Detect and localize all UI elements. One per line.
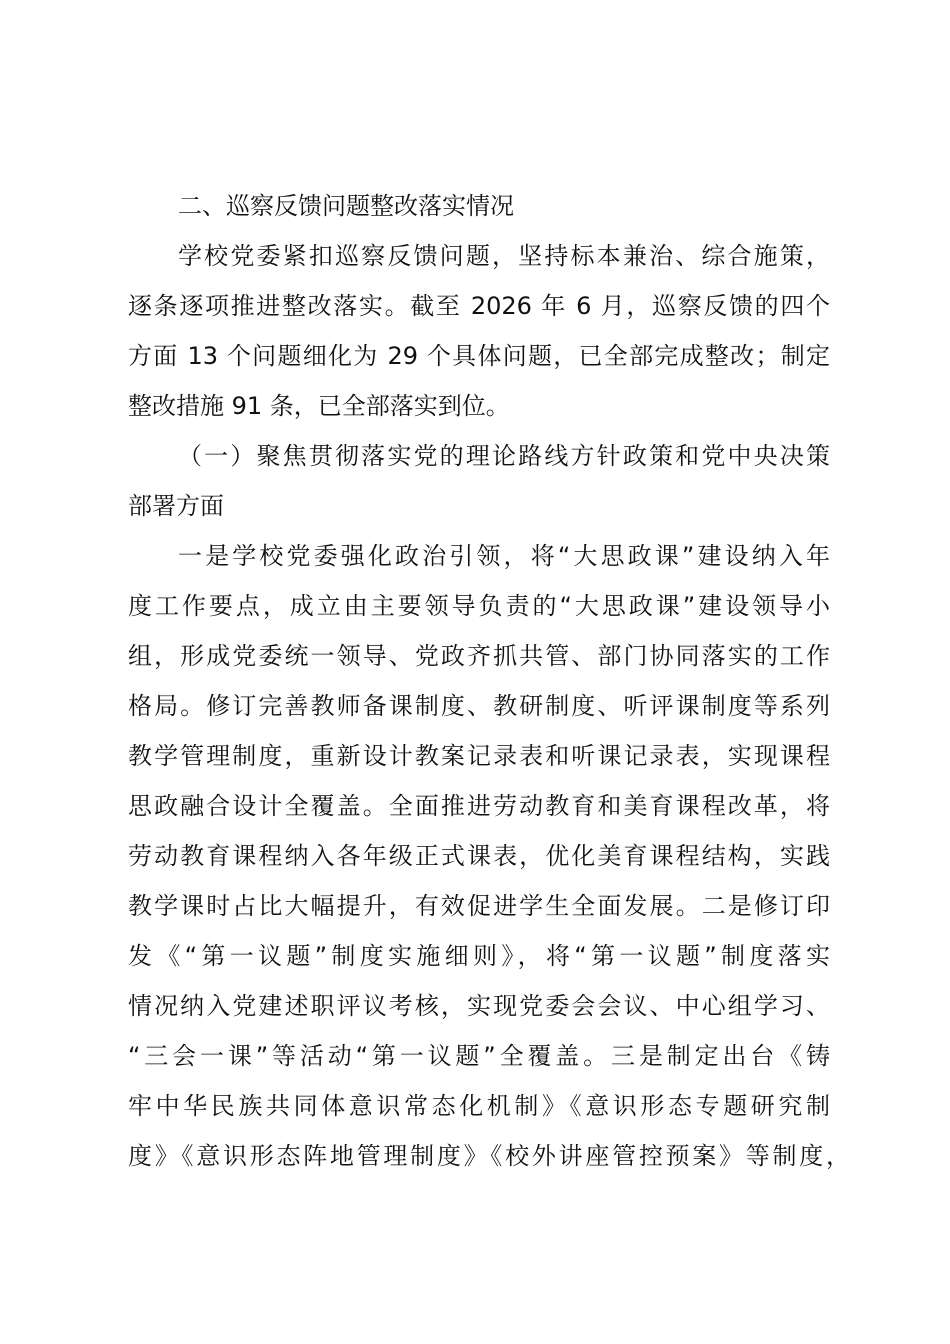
paragraph-line: 牢中华民族共同体意识常态化机制》《意识形态专题研究制 — [128, 1092, 830, 1120]
paragraph-line: 逐条逐项推进整改落实。截至 2026 年 6 月，巡察反馈的四个 — [128, 292, 830, 320]
paragraph-line: 方面 13 个问题细化为 29 个具体问题，已全部完成整改；制定 — [128, 342, 830, 370]
paragraph-line: 一是学校党委强化政治引领，将“大思政课”建设纳入年 — [178, 542, 830, 570]
subsection-heading: （一）聚焦贯彻落实党的理论路线方针政策和党中央决策 — [178, 442, 830, 470]
paragraph-line: 格局。修订完善教师备课制度、教研制度、听评课制度等系列 — [128, 692, 830, 720]
paragraph-line: 教学课时占比大幅提升，有效促进学生全面发展。二是修订印 — [128, 892, 830, 920]
paragraph-line: 思政融合设计全覆盖。全面推进劳动教育和美育课程改革，将 — [128, 792, 830, 820]
paragraph-line: 发《“第一议题”制度实施细则》，将“第一议题”制度落实 — [128, 942, 830, 970]
subsection-heading: 部署方面 — [128, 492, 224, 520]
paragraph-line: 情况纳入党建述职评议考核，实现党委会会议、中心组学习、 — [128, 992, 830, 1020]
paragraph-line: “三会一课”等活动“第一议题”全覆盖。三是制定出台《铸 — [128, 1042, 830, 1070]
section-heading: 二、巡察反馈问题整改落实情况 — [178, 192, 514, 220]
paragraph-line: 度工作要点，成立由主要领导负责的“大思政课”建设领导小 — [128, 592, 830, 620]
paragraph-line: 教学管理制度，重新设计教案记录表和听课记录表，实现课程 — [128, 742, 830, 770]
paragraph-line: 劳动教育课程纳入各年级正式课表，优化美育课程结构，实践 — [128, 842, 830, 870]
paragraph-line: 度》《意识形态阵地管理制度》《校外讲座管控预案》等制度， — [128, 1142, 850, 1170]
paragraph-line: 整改措施 91 条，已全部落实到位。 — [128, 392, 510, 420]
paragraph-line: 组，形成党委统一领导、党政齐抓共管、部门协同落实的工作 — [128, 642, 830, 670]
paragraph-line: 学校党委紧扣巡察反馈问题，坚持标本兼治、综合施策， — [178, 242, 830, 270]
